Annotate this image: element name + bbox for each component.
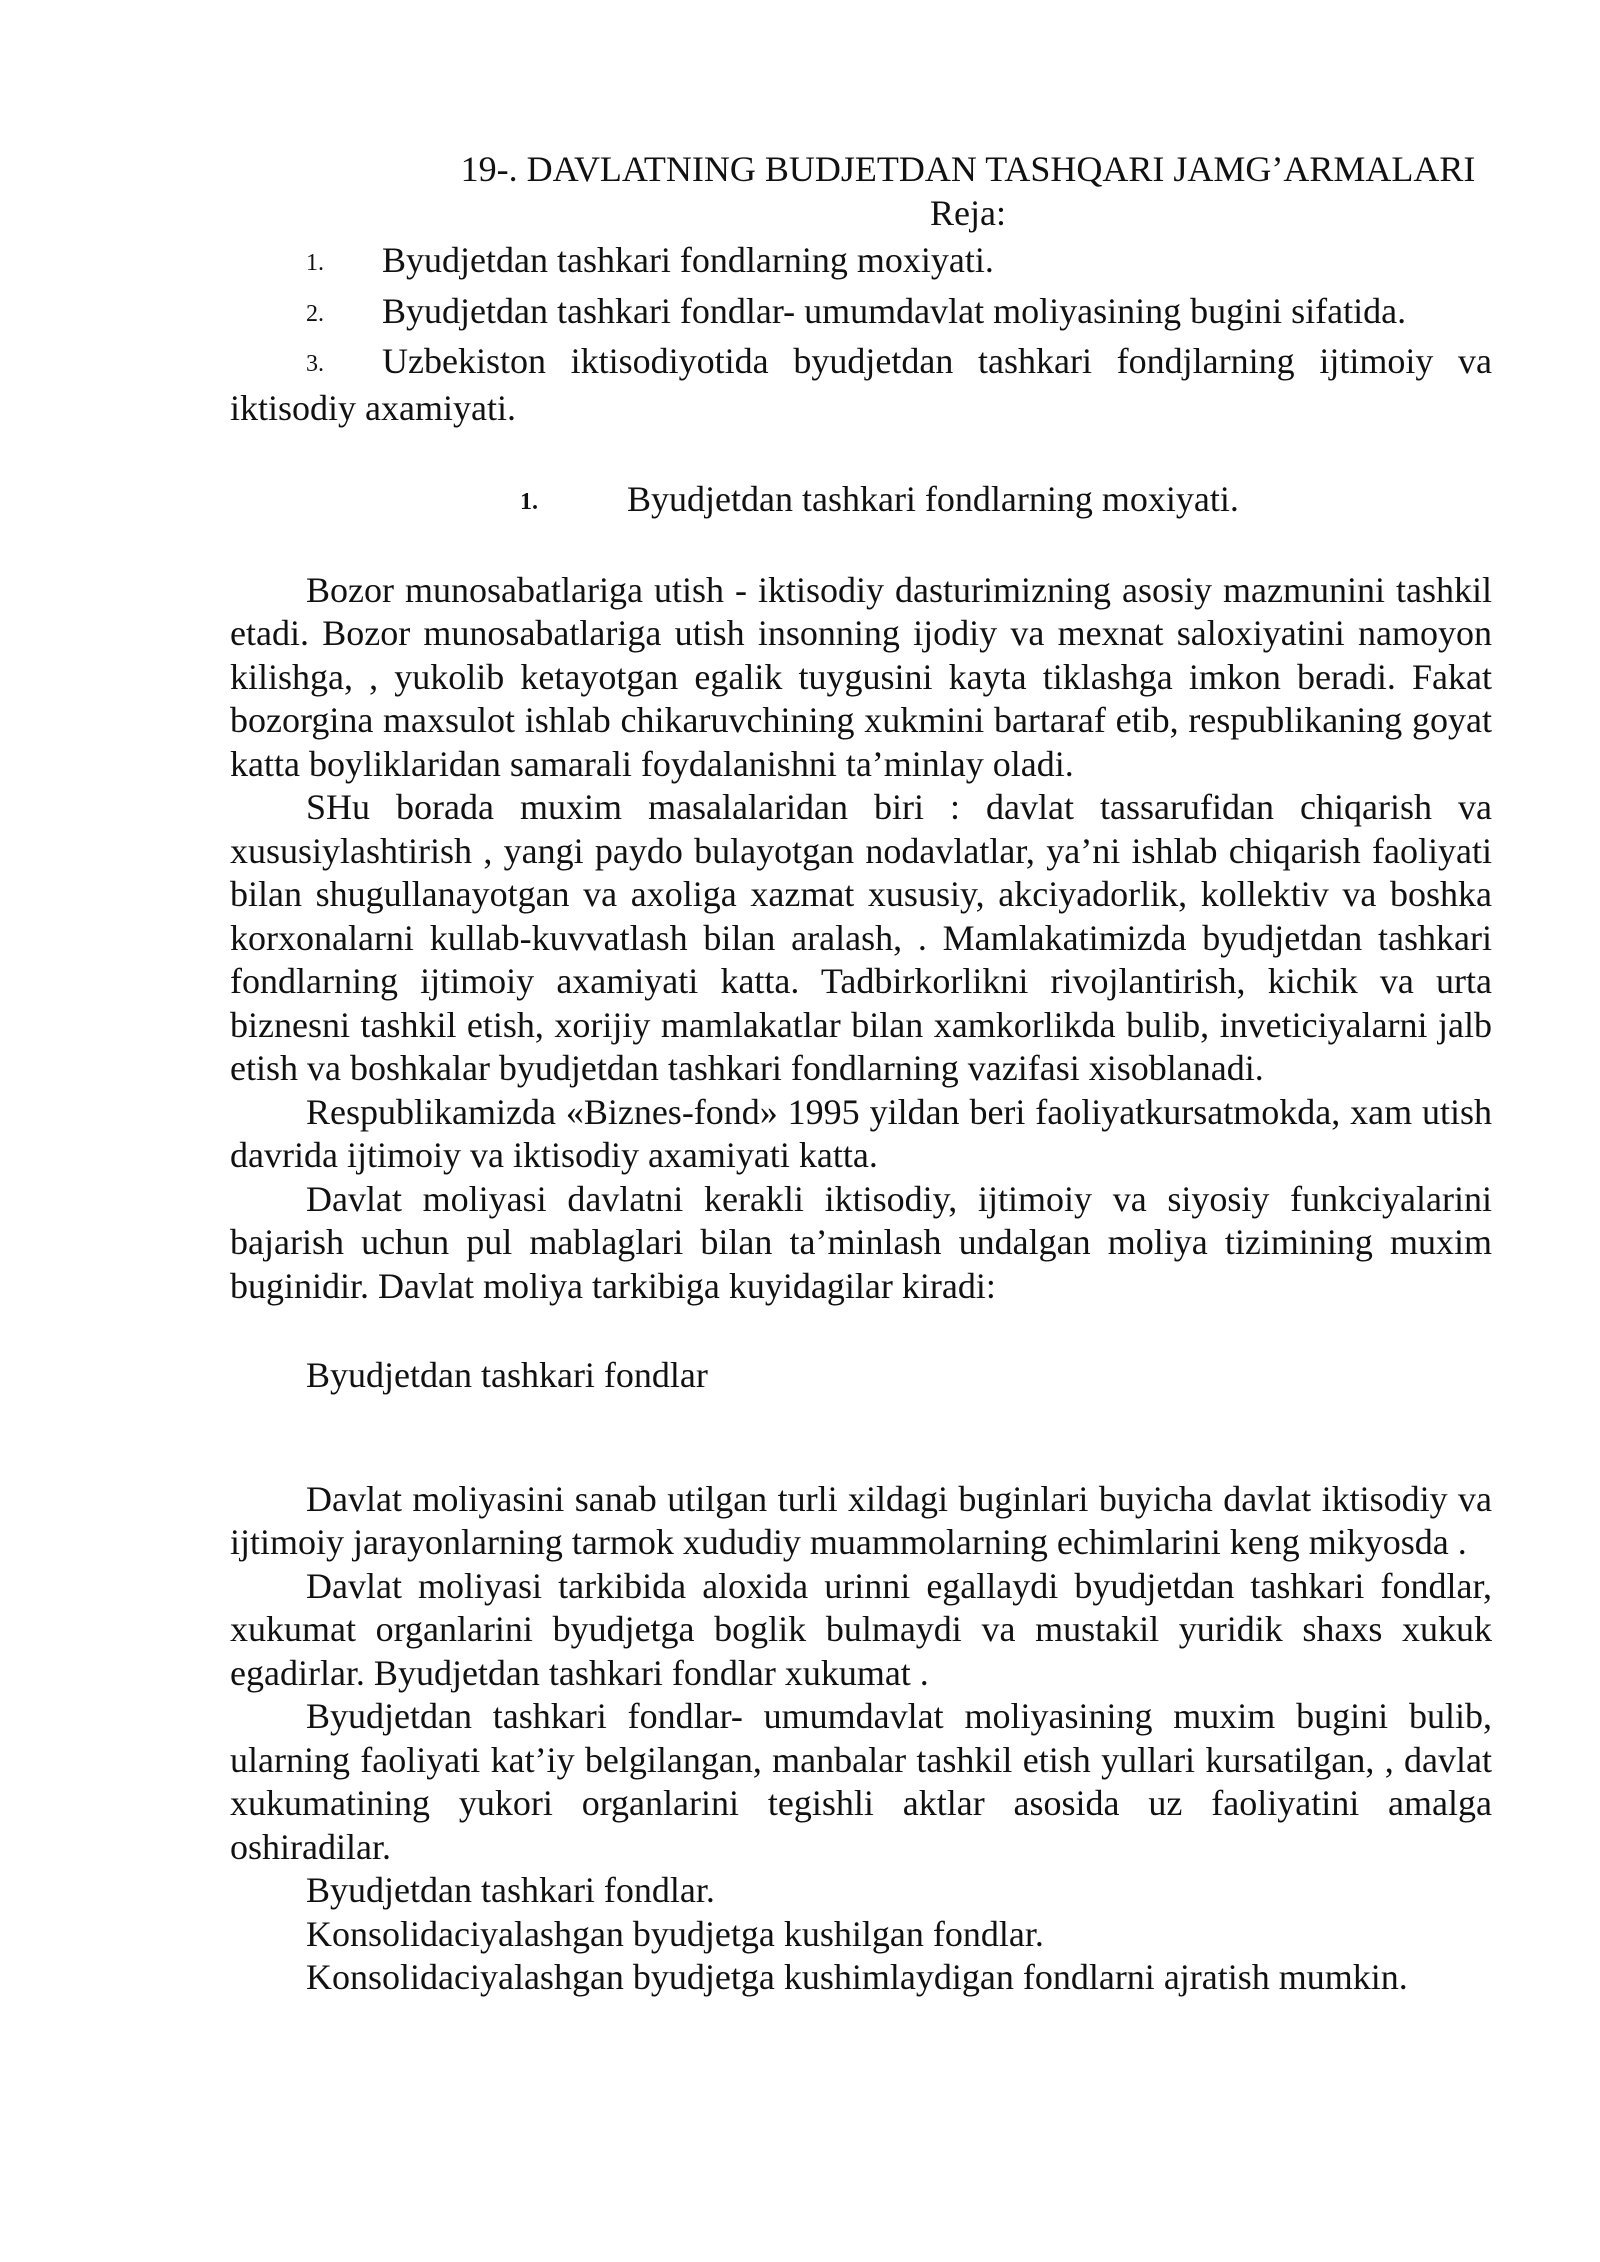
plan-item-text: Byudjetdan tashkari fondlar- umumdavlat moliyasining bugini sifatida. — [382, 290, 1407, 331]
plan-item — [230, 340, 1492, 430]
paragraph: Respublikamizda «Biznes-fond» 1995 yildan beri faoliyatkursatmokda, xam utish davrida ijtimoiy va iktisodiy axamiyati katta. — [230, 1091, 1492, 1175]
spacer — [230, 1398, 1492, 1478]
plan-list — [230, 239, 1492, 430]
section-heading-text: Byudjetdan tashkari fondlarning moxiyati. — [627, 479, 1239, 519]
plan-item-number: 2. — [306, 300, 324, 327]
plan-item-text: Uzbekiston iktisodiyotida byudjetdan tashkari fondjlarning ijtimoiy va iktisodiy axamiyati. — [230, 341, 1492, 428]
spacer — [230, 1308, 1492, 1354]
body-text — [230, 569, 1492, 2000]
diagram-caption: Byudjetdan tashkari fondlar — [306, 1355, 708, 1395]
paragraph: SHu borada muxim masalalaridan biri : davlat tassarufidan chiqarish va xususiylashtirish , yangi paydo bulayotgan nodavlatlar, ya’ni ishlab chiqarish faoliyati bilan shugullanayotgan va axoliga xazmat xususiy, akciyadorlik, kollektiv va boshka korxonalarni kullab-kuvvatlash bilan aralash, . Mamlakatimizda byudjetdan tashkari fondlarning ijtimoiy axamiyati katta. Tadbirkorlikni rivojlantirish, kichik va urta biznesni tashkil etish, xorijiy mamlakatlar bilan xamkorlikda bulib, inveticiyalarni jalb etish va boshkalar byudjetdan tashkari fondlarning vazifasi xisoblanadi. — [230, 787, 1492, 1088]
section-number: 1. — [520, 489, 538, 515]
plan-label: Reja: — [930, 192, 1006, 233]
plan-item — [230, 239, 1492, 286]
plan-item — [230, 290, 1492, 337]
paragraph: Davlat moliyasi tarkibida aloxida urinni egallaydi byudjetdan tashkari fondlar, xukumat organlarini byudjetga boglik bulmaydi va mustakil yuridik shaxs xukuk egadirlar. Byudjetdan tashkari fondlar xukumat . — [230, 1565, 1492, 1693]
document-page — [230, 148, 1492, 2000]
plan-item-text: Byudjetdan tashkari fondlarning moxiyati. — [382, 240, 994, 280]
document-title: 19-. DAVLATNING BUDJETDAN TASHQARI JAMG’ARMALARI — [460, 149, 1476, 189]
section-heading — [230, 478, 1492, 525]
paragraph: Davlat moliyasini sanab utilgan turli xildagi buginlari buyicha davlat iktisodiy va ijtimoiy jarayonlarning tarmok xududiy muammolarning echimlarini keng mikyosda . — [230, 1478, 1492, 1562]
plan-item-number: 3. — [306, 351, 324, 377]
paragraph: Konsolidaciyalashgan byudjetga kushimlaydigan fondlarni ajratish mumkin. — [306, 1957, 1408, 1997]
paragraph: Byudjetdan tashkari fondlar. — [306, 1870, 715, 1910]
paragraph: Davlat moliyasi davlatni kerakli iktisodiy, ijtimoiy va siyosiy funkciyalarini bajarish uchun pul mablaglari bilan ta’minlash undalgan moliya tizimining muxim buginidir. Davlat moliya tarkibiga kuyidagilar kiradi: — [230, 1178, 1492, 1306]
paragraph: Konsolidaciyalashgan byudjetga kushilgan fondlar. — [306, 1913, 1044, 1954]
plan-item-number: 1. — [306, 250, 324, 276]
paragraph: Byudjetdan tashkari fondlar- umumdavlat moliyasining muxim bugini bulib, ularning faoliyati kat’iy belgilangan, manbalar tashkil etish yullari kursatilgan, , davlat xukumatining yukori organlarini tegishli aktlar asosida uz faoliyatini amalga oshiradilar. — [230, 1696, 1492, 1867]
paragraph: Bozor munosabatlariga utish - iktisodiy dasturimizning asosiy mazmunini tashkil etadi. Bozor munosabatlariga utish insonning ijodiy va mexnat saloxiyatini namoyon kilishga, , yukolib ketayotgan egalik tuygusini kayta tiklashga imkon beradi. Fakat bozorgina maxsulot ishlab chikaruvchining xukmini bartaraf etib, respublikaning goyat katta boyliklaridan samarali foydalanishni ta’minlay oladi. — [230, 569, 1492, 784]
